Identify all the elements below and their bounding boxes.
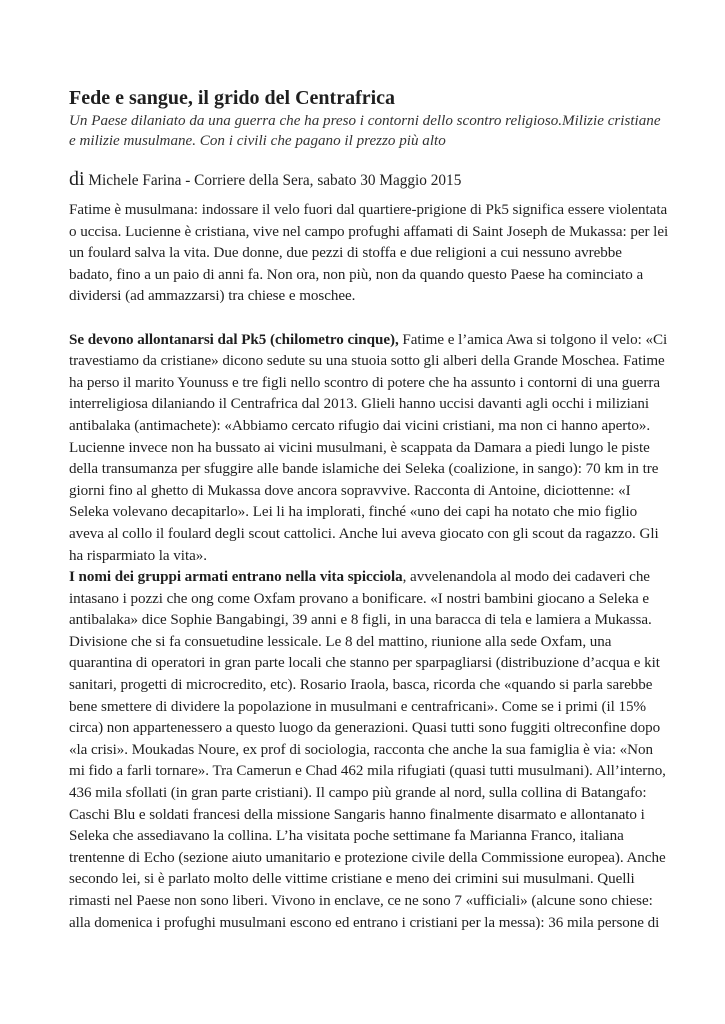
article-subtitle: Un Paese dilaniato da una guerra che ha preso i contorni dello scontro religioso.Milizie cristiane e milizie musulmane. Con i civili che pagano il prezzo più alto (69, 113, 661, 149)
article-title: Fede e sangue, il grido del Centrafrica (69, 87, 396, 109)
paragraph-text: Fatime è musulmana: indossare il velo fuori dal quartiere-prigione di Pk5 significa essere violentata o uccisa. Lucienne è cristiana, vive nel campo profughi affamati di Saint Joseph de Mukassa: per lei un foulard salva la vita. Due donne, due pezzi di stoffa e due religioni a cui nessuno avrebbe badato, fino a un paio di anni fa. Non ora, non più, non da quando questo Paese ha cominciato a dividersi (ad ammazzarsi) tra chiese e moschee. (69, 202, 669, 305)
paragraph-text: , avvelenandola al modo dei cadaveri che intasano i pozzi che ong come Oxfam provano a bonificare. «I nostri bambini giocano a Seleka e antibalaka» dice Sophie Bangabingi, 39 anni e 8 figli, in una baracca di tela e lamiera a Mukassa. Divisione che si fa consuetudine lessicale. Le 8 del mattino, riunione alla sede Oxfam, una quarantina di operatori in gran parte locali che stanno per sparpagliarsi (distribuzione d’acqua e kit sanitari, progetti di microcredito, etc). Rosario Iraola, basca, ricorda che «quando si parla sarebbe bene smettere di dividere la popolazione in musulmani e centrafricani». Come se i primi (il 15% circa) non appartenessero a questo luogo da generazioni. Quasi tutti sono fuggiti oltreconfine dopo «la crisi». Moukadas Noure, ex prof di sociologia, racconta che anche la sua famiglia è via: «Non mi fido a farli tornare». Tra Camerun e Chad 462 mila rifugiati (quasi tutti musulmani). All’interno, 436 mila sfollati (in gran parte cristiani). Il campo più grande al nord, sulla collina di Batangafo: Caschi Blu e soldati francesi della missione Sangaris hanno finalmente disarmato e allontanato i Seleka che assediavano la collina. L’ha visitata poche settimane fa Marianna Franco, italiana trentenne di Echo (sezione aiuto umanitario e protezione civile della Commissione europea). Anche secondo lei, si è parlato molto delle vittime cristiane e meno dei crimini sui musulmani. Quelli rimasti nel Paese non sono liberi. Vivono in enclave, ce ne sono 7 «ufficiali» (alcune sono chiese: alla domenica i profughi musulmani escono ed entrano i cristiani per la messa): 36 mila persone di (69, 569, 666, 931)
article-byline (69, 168, 669, 192)
paragraph-text: Fatime e l’amica Awa si tolgono il velo: «Ci travestiamo da cristiane» dicono sedute su una stuoia sotto gli alberi della Grande Moschea. Fatime ha perso il marito Younuss e tre figli nello scontro di potere che ha assunto i contorni di una guerra interreligiosa dilaniando il Centrafrica dal 2013. Glieli hanno uccisi davanti agli occhi i miliziani antibalaka (antimachete): «Abbiamo cercato rifugio dai vicini cristiani, ma non ci hanno aperto». Lucienne invece non ha bussato ai vicini musulmani, è scappata da Damara a piedi lungo le piste della transumanza per sfuggire alle bande islamiche dei Seleka (coalizione, in sango): 70 km in tre giorni fino al ghetto di Mukassa dove ancora sopravvive. Racconta di Antoine, diciottenne: «I Seleka volevano decapitarlo». Lei li ha implorati, finché «uno dei capi ha notato che mio figlio aveva al collo il foulard degli scout cattolici. Anche lui aveva giocato con gli scout da ragazzo. Gli ha risparmiato la vita». (69, 331, 668, 564)
paragraph-lead: I nomi dei gruppi armati entrano nella vita spicciola (69, 569, 403, 586)
byline-prefix: di (69, 168, 85, 190)
paragraph-lead: Se devono allontanarsi dal Pk5 (chilometro cinque), (69, 331, 399, 348)
paragraph-3 (69, 567, 669, 934)
article-body (69, 200, 669, 934)
byline-text: Michele Farina - Corriere della Sera, sabato 30 Maggio 2015 (84, 172, 462, 189)
paragraph-1 (69, 200, 669, 308)
paragraph-2 (69, 330, 669, 568)
